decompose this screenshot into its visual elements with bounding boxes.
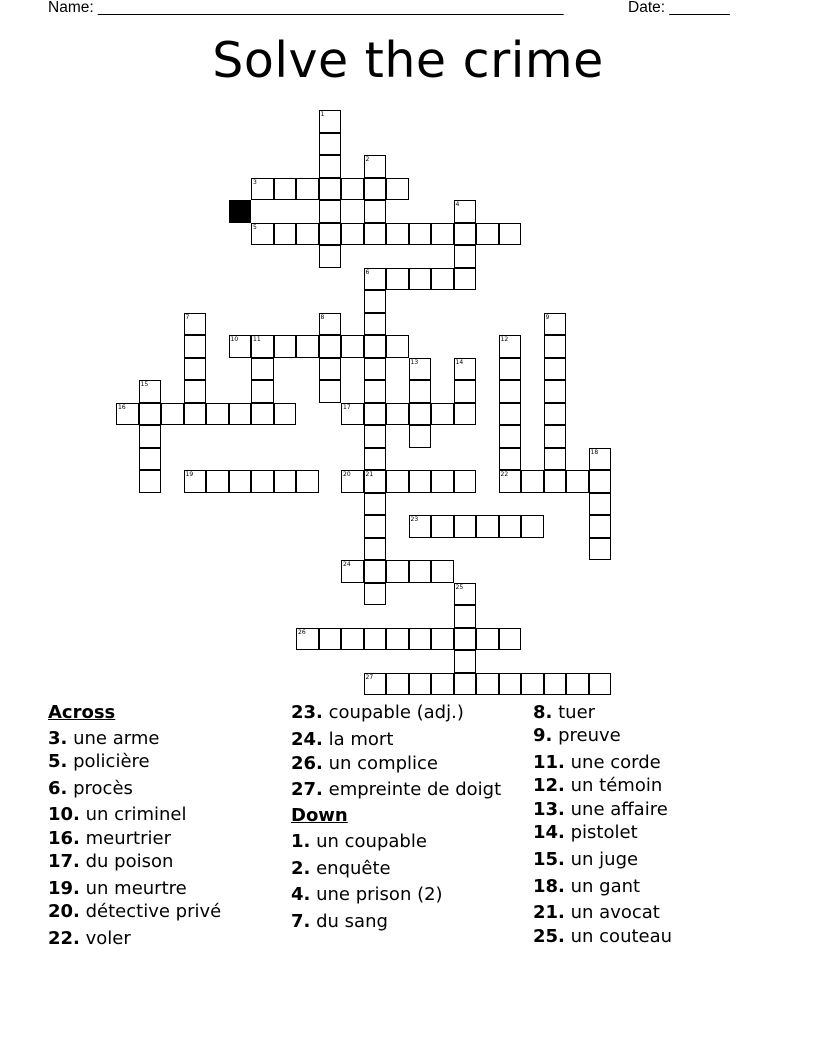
crossword-cell[interactable] [341, 470, 364, 493]
crossword-cell[interactable] [364, 380, 387, 403]
crossword-cell[interactable] [499, 470, 522, 493]
crossword-cell[interactable] [341, 178, 364, 201]
down-clue-7: 7. du sang [291, 911, 388, 932]
across-clue-17: 17. du poison [48, 851, 174, 872]
crossword-cell[interactable] [341, 560, 364, 583]
across-clue-23: 23. coupable (adj.) [291, 702, 464, 723]
crossword-cell[interactable] [251, 335, 274, 358]
cell-number: 12 [500, 336, 509, 343]
crossword-cell[interactable] [161, 403, 184, 426]
crossword-cell[interactable] [341, 223, 364, 246]
crossword-cell[interactable] [409, 560, 432, 583]
crossword-cell[interactable] [454, 223, 477, 246]
crossword-cell[interactable] [386, 560, 409, 583]
crossword-cell[interactable] [296, 178, 319, 201]
crossword-cell[interactable] [431, 515, 454, 538]
crossword-cell[interactable] [319, 313, 342, 336]
crossword-cell[interactable] [409, 403, 432, 426]
across-clue-5: 5. policière [48, 751, 150, 772]
crossword-cell[interactable] [454, 673, 477, 696]
crossword-cell[interactable] [409, 268, 432, 291]
crossword-cell[interactable] [116, 403, 139, 426]
crossword-cell[interactable] [341, 403, 364, 426]
crossword-cell[interactable] [409, 425, 432, 448]
cell-number: 23 [410, 516, 419, 523]
crossword-cell[interactable] [454, 200, 477, 223]
crossword-cell[interactable] [319, 335, 342, 358]
crossword-cell[interactable] [139, 448, 162, 471]
crossword-cell[interactable] [499, 380, 522, 403]
crossword-cell[interactable] [206, 470, 229, 493]
down-clue-1: 1. un coupable [291, 831, 427, 852]
down-clue-13: 13. une affaire [533, 799, 668, 820]
crossword-cell[interactable] [364, 628, 387, 651]
crossword-cell[interactable] [229, 470, 252, 493]
crossword-cell[interactable] [364, 155, 387, 178]
crossword-cell[interactable] [544, 335, 567, 358]
crossword-cell[interactable] [364, 515, 387, 538]
crossword-cell[interactable] [364, 583, 387, 606]
crossword-cell[interactable] [476, 223, 499, 246]
across-clue-26: 26. un complice [291, 753, 439, 774]
cell-number: 25 [455, 583, 464, 591]
crossword-cell[interactable] [589, 673, 612, 696]
cell-number: 9 [545, 313, 550, 321]
crossword-cell[interactable] [319, 155, 342, 178]
crossword-cell[interactable] [341, 628, 364, 651]
across-clue-3: 3. une arme [48, 728, 160, 749]
crossword-cell[interactable] [364, 358, 387, 381]
crossword-cell[interactable] [499, 673, 522, 696]
crossword-cell[interactable] [251, 223, 274, 246]
crossword-cell[interactable] [499, 403, 522, 426]
crossword-cell[interactable] [499, 515, 522, 538]
cell-number: 16 [118, 403, 126, 411]
crossword-cell[interactable] [454, 358, 477, 381]
crossword-cell[interactable] [499, 335, 522, 358]
crossword-cell[interactable] [409, 673, 432, 696]
crossword-cell[interactable] [454, 605, 477, 628]
crossword-cell[interactable] [544, 358, 567, 381]
across-clue-22: 22. voler [48, 928, 131, 949]
cell-number: 26 [298, 628, 306, 636]
crossword-cell[interactable] [274, 178, 297, 201]
crossword-cell[interactable] [544, 380, 567, 403]
crossword-cell[interactable] [454, 268, 477, 291]
crossword-cell[interactable] [296, 470, 319, 493]
crossword-cell[interactable] [251, 403, 274, 426]
crossword-cell[interactable] [274, 223, 297, 246]
crossword-cell[interactable] [364, 403, 387, 426]
cell-number: 5 [253, 223, 257, 231]
crossword-cell[interactable] [364, 178, 387, 201]
crossword-cell[interactable] [184, 313, 207, 336]
crossword-cell[interactable] [139, 403, 162, 426]
crossword-cell[interactable] [589, 470, 612, 493]
cell-number: 3 [253, 178, 257, 186]
crossword-cell[interactable] [589, 538, 612, 561]
across-clue-19: 19. un meurtre [48, 878, 187, 899]
crossword-cell[interactable] [544, 403, 567, 426]
crossword-cell[interactable] [319, 628, 342, 651]
crossword-cell[interactable] [409, 628, 432, 651]
crossword-cell[interactable] [454, 245, 477, 268]
date-field[interactable]: Date: _______ [628, 0, 730, 16]
cell-number: 18 [590, 448, 599, 456]
down-clue-2: 2. enquête [291, 858, 391, 879]
crossword-cell[interactable] [139, 380, 162, 403]
crossword-cell[interactable] [319, 200, 342, 223]
crossword-cell[interactable] [139, 470, 162, 493]
crossword-cell[interactable] [476, 515, 499, 538]
crossword-cell[interactable] [319, 358, 342, 381]
crossword-cell[interactable] [566, 470, 589, 493]
crossword-cell[interactable] [431, 403, 454, 426]
crossword-cell[interactable] [544, 673, 567, 696]
crossword-cell[interactable] [499, 223, 522, 246]
crossword-cell[interactable] [229, 403, 252, 426]
cell-number: 10 [230, 336, 239, 343]
crossword-cell[interactable] [544, 313, 567, 336]
crossword-cell[interactable] [364, 290, 387, 313]
down-clue-4: 4. une prison (2) [291, 884, 443, 905]
crossword-cell[interactable] [521, 673, 544, 696]
crossword-cell[interactable] [184, 335, 207, 358]
cell-number: 7 [185, 313, 190, 321]
down-clue-21: 21. un avocat [533, 902, 660, 923]
crossword-cell[interactable] [454, 470, 477, 493]
cell-number: 22 [500, 471, 509, 478]
across-clue-16: 16. meurtrier [48, 828, 171, 849]
crossword-cell[interactable] [364, 200, 387, 223]
crossword-cell[interactable] [139, 425, 162, 448]
crossword-cell[interactable] [566, 673, 589, 696]
crossword-cell[interactable] [296, 223, 319, 246]
crossword-cell[interactable] [386, 470, 409, 493]
crossword-cell[interactable] [499, 425, 522, 448]
crossword-cell[interactable] [386, 628, 409, 651]
crossword-cell[interactable] [431, 470, 454, 493]
crossword-cell[interactable] [544, 470, 567, 493]
cell-number: 6 [365, 268, 370, 276]
crossword-cell[interactable] [364, 425, 387, 448]
crossword-cell[interactable] [184, 470, 207, 493]
crossword-cell[interactable] [319, 245, 342, 268]
crossword-cell[interactable] [274, 403, 297, 426]
crossword-cell[interactable] [454, 403, 477, 426]
crossword-cell[interactable] [499, 628, 522, 651]
crossword-cell[interactable] [319, 133, 342, 156]
crossword-cell[interactable] [206, 403, 229, 426]
across-clue-27: 27. empreinte de doigt [291, 779, 502, 800]
cell-number: 13 [410, 358, 419, 366]
crossword-cell[interactable] [364, 448, 387, 471]
crossword-cell[interactable] [409, 358, 432, 381]
across-clue-10: 10. un criminel [48, 804, 187, 825]
crossword-cell[interactable] [319, 380, 342, 403]
crossword-cell[interactable] [296, 335, 319, 358]
crossword-cell[interactable] [544, 448, 567, 471]
crossword-cell[interactable] [319, 178, 342, 201]
crossword-cell[interactable] [454, 650, 477, 673]
crossword-cell[interactable] [364, 470, 387, 493]
crossword-cell[interactable] [251, 178, 274, 201]
crossword-cell[interactable] [364, 493, 387, 516]
crossword-cell[interactable] [431, 560, 454, 583]
crossword-cell[interactable] [184, 380, 207, 403]
across-heading: Across [48, 702, 116, 723]
crossword-cell[interactable] [589, 515, 612, 538]
crossword-cell[interactable] [386, 673, 409, 696]
down-clue-9: 9. preuve [533, 725, 621, 746]
crossword-cell[interactable] [409, 223, 432, 246]
crossword-cell[interactable] [589, 493, 612, 516]
cell-number: 8 [320, 313, 325, 321]
crossword-cell[interactable] [364, 223, 387, 246]
down-heading: Down [291, 805, 348, 826]
crossword-cell[interactable] [499, 448, 522, 471]
crossword-block [229, 200, 252, 223]
across-clue-24: 24. la mort [291, 729, 394, 750]
crossword-cell[interactable] [544, 425, 567, 448]
crossword-cell[interactable] [319, 223, 342, 246]
crossword-cell[interactable] [341, 335, 364, 358]
crossword-cell[interactable] [364, 560, 387, 583]
cell-number: 2 [365, 156, 370, 163]
crossword-cell[interactable] [409, 470, 432, 493]
down-clue-12: 12. un témoin [533, 775, 663, 796]
crossword-cell[interactable] [409, 380, 432, 403]
down-clue-25: 25. un couteau [533, 926, 673, 947]
crossword-cell[interactable] [454, 583, 477, 606]
crossword-cell[interactable] [386, 178, 409, 201]
crossword-cell[interactable] [364, 335, 387, 358]
page-title: Solve the crime [212, 32, 604, 89]
crossword-cell[interactable] [431, 268, 454, 291]
across-clue-6: 6. procès [48, 778, 133, 799]
crossword-cell[interactable] [476, 673, 499, 696]
down-clue-18: 18. un gant [533, 876, 641, 897]
crossword-cell[interactable] [386, 268, 409, 291]
crossword-cell[interactable] [409, 515, 432, 538]
crossword-cell[interactable] [521, 470, 544, 493]
crossword-cell[interactable] [454, 515, 477, 538]
cell-number: 24 [343, 561, 351, 568]
crossword-cell[interactable] [364, 268, 387, 291]
cell-number: 19 [185, 471, 194, 478]
cell-number: 14 [455, 358, 464, 366]
crossword-cell[interactable] [431, 628, 454, 651]
cell-number: 20 [343, 471, 351, 478]
crossword-cell[interactable] [431, 223, 454, 246]
across-clue-20: 20. détective privé [48, 901, 222, 922]
name-field[interactable]: Name: ______________________________________________________ [48, 0, 564, 16]
crossword-cell[interactable] [476, 628, 499, 651]
crossword-cell[interactable] [296, 628, 319, 651]
down-clue-15: 15. un juge [533, 849, 639, 870]
crossword-cell[interactable] [386, 335, 409, 358]
crossword-cell[interactable] [521, 515, 544, 538]
down-clue-8: 8. tuer [533, 702, 596, 723]
crossword-cell[interactable] [386, 403, 409, 426]
crossword-cell[interactable] [499, 358, 522, 381]
crossword-cell[interactable] [184, 403, 207, 426]
cell-number: 21 [365, 471, 374, 478]
crossword-cell[interactable] [454, 628, 477, 651]
down-clue-14: 14. pistolet [533, 822, 638, 843]
crossword-cell[interactable] [251, 470, 274, 493]
crossword-cell[interactable] [229, 335, 252, 358]
crossword-cell[interactable] [364, 313, 387, 336]
cell-number: 17 [343, 403, 351, 411]
crossword-cell[interactable] [251, 358, 274, 381]
cell-number: 4 [455, 201, 460, 208]
cell-number: 11 [253, 336, 261, 343]
crossword-cell[interactable] [364, 538, 387, 561]
crossword-cell[interactable] [274, 470, 297, 493]
cell-number: 27 [365, 673, 374, 681]
crossword-cell[interactable] [319, 110, 342, 133]
crossword-cell[interactable] [364, 673, 387, 696]
crossword-cell[interactable] [274, 335, 297, 358]
cell-number: 15 [140, 381, 149, 388]
crossword-cell[interactable] [589, 448, 612, 471]
crossword-cell[interactable] [454, 380, 477, 403]
crossword-cell[interactable] [386, 223, 409, 246]
crossword-cell[interactable] [431, 673, 454, 696]
crossword-cell[interactable] [251, 380, 274, 403]
crossword-cell[interactable] [184, 358, 207, 381]
down-clue-11: 11. une corde [533, 752, 661, 773]
cell-number: 1 [320, 111, 325, 118]
